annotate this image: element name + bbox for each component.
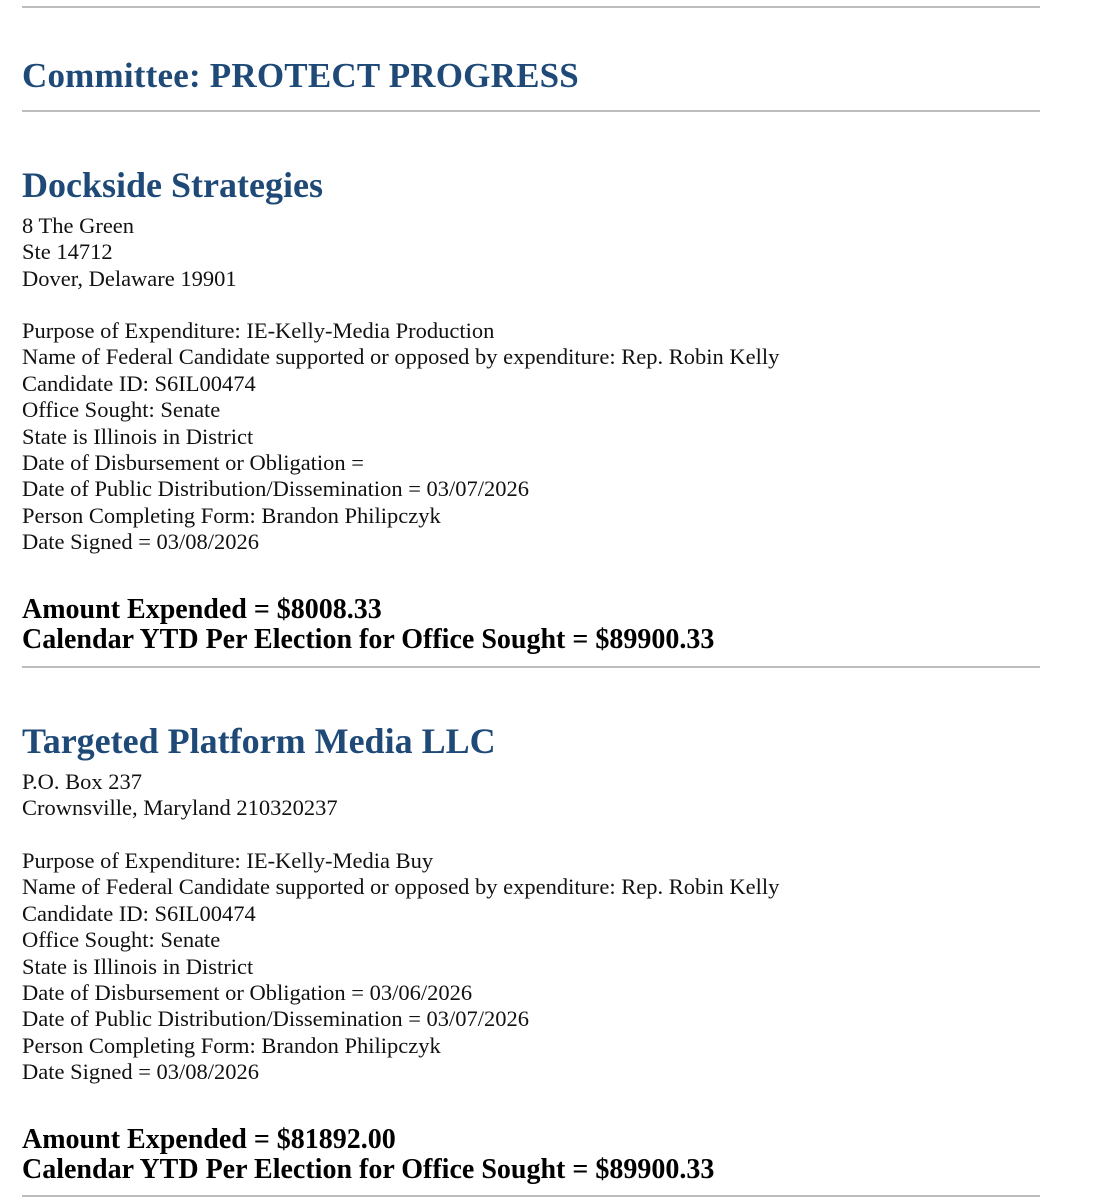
calendar-ytd: Calendar YTD Per Election for Office Sought = $89900.33 bbox=[22, 1154, 715, 1185]
date-signed-line: Date Signed = 03/08/2026 bbox=[22, 1059, 260, 1085]
office-sought-line: Office Sought: Senate bbox=[22, 927, 221, 953]
address-line: 8 The Green bbox=[22, 213, 135, 238]
address-line: Dover, Delaware 19901 bbox=[22, 265, 237, 291]
candidate-name-line: Name of Federal Candidate supported or opposed by expenditure: Rep. Robin Kelly bbox=[22, 874, 780, 900]
bottom-divider bbox=[22, 1195, 1040, 1197]
top-divider bbox=[22, 6, 1040, 8]
state-district-line: State is Illinois in District bbox=[22, 423, 254, 449]
payee-address bbox=[22, 213, 237, 292]
candidate-id-line: Candidate ID: S6IL00474 bbox=[22, 370, 256, 396]
address-line: Ste 14712 bbox=[22, 239, 113, 265]
committee-heading: Committee: PROTECT PROGRESS bbox=[22, 56, 579, 95]
payee-address bbox=[22, 769, 338, 822]
candidate-id-line: Candidate ID: S6IL00474 bbox=[22, 900, 256, 926]
purpose-line: Purpose of Expenditure: IE-Kelly-Media Production bbox=[22, 318, 495, 343]
candidate-name-line: Name of Federal Candidate supported or opposed by expenditure: Rep. Robin Kelly bbox=[22, 344, 780, 370]
entry-divider bbox=[22, 666, 1040, 668]
committee-divider bbox=[22, 110, 1040, 112]
payee-name: Targeted Platform Media LLC bbox=[22, 721, 496, 761]
expenditure-totals bbox=[22, 595, 714, 655]
person-completing-line: Person Completing Form: Brandon Philipczyk bbox=[22, 502, 441, 528]
distribution-date-line: Date of Public Distribution/Dissemination = 03/07/2026 bbox=[22, 1006, 530, 1032]
expenditure-totals bbox=[22, 1125, 714, 1185]
disbursement-date-line: Date of Disbursement or Obligation = bbox=[22, 449, 364, 475]
payee-name: Dockside Strategies bbox=[22, 165, 323, 205]
date-signed-line: Date Signed = 03/08/2026 bbox=[22, 529, 260, 555]
disbursement-date-line: Date of Disbursement or Obligation = 03/06/2026 bbox=[22, 979, 473, 1005]
office-sought-line: Office Sought: Senate bbox=[22, 397, 221, 423]
address-line: Crownsville, Maryland 210320237 bbox=[22, 795, 338, 821]
state-district-line: State is Illinois in District bbox=[22, 953, 254, 979]
amount-expended: Amount Expended = $81892.00 bbox=[22, 1124, 396, 1155]
person-completing-line: Person Completing Form: Brandon Philipczyk bbox=[22, 1032, 441, 1058]
purpose-line: Purpose of Expenditure: IE-Kelly-Media Buy bbox=[22, 848, 434, 873]
calendar-ytd: Calendar YTD Per Election for Office Sought = $89900.33 bbox=[22, 624, 715, 655]
expenditure-details bbox=[22, 848, 779, 1086]
address-line: P.O. Box 237 bbox=[22, 769, 143, 794]
expenditure-details bbox=[22, 318, 779, 556]
amount-expended: Amount Expended = $8008.33 bbox=[22, 594, 382, 625]
distribution-date-line: Date of Public Distribution/Dissemination = 03/07/2026 bbox=[22, 476, 530, 502]
